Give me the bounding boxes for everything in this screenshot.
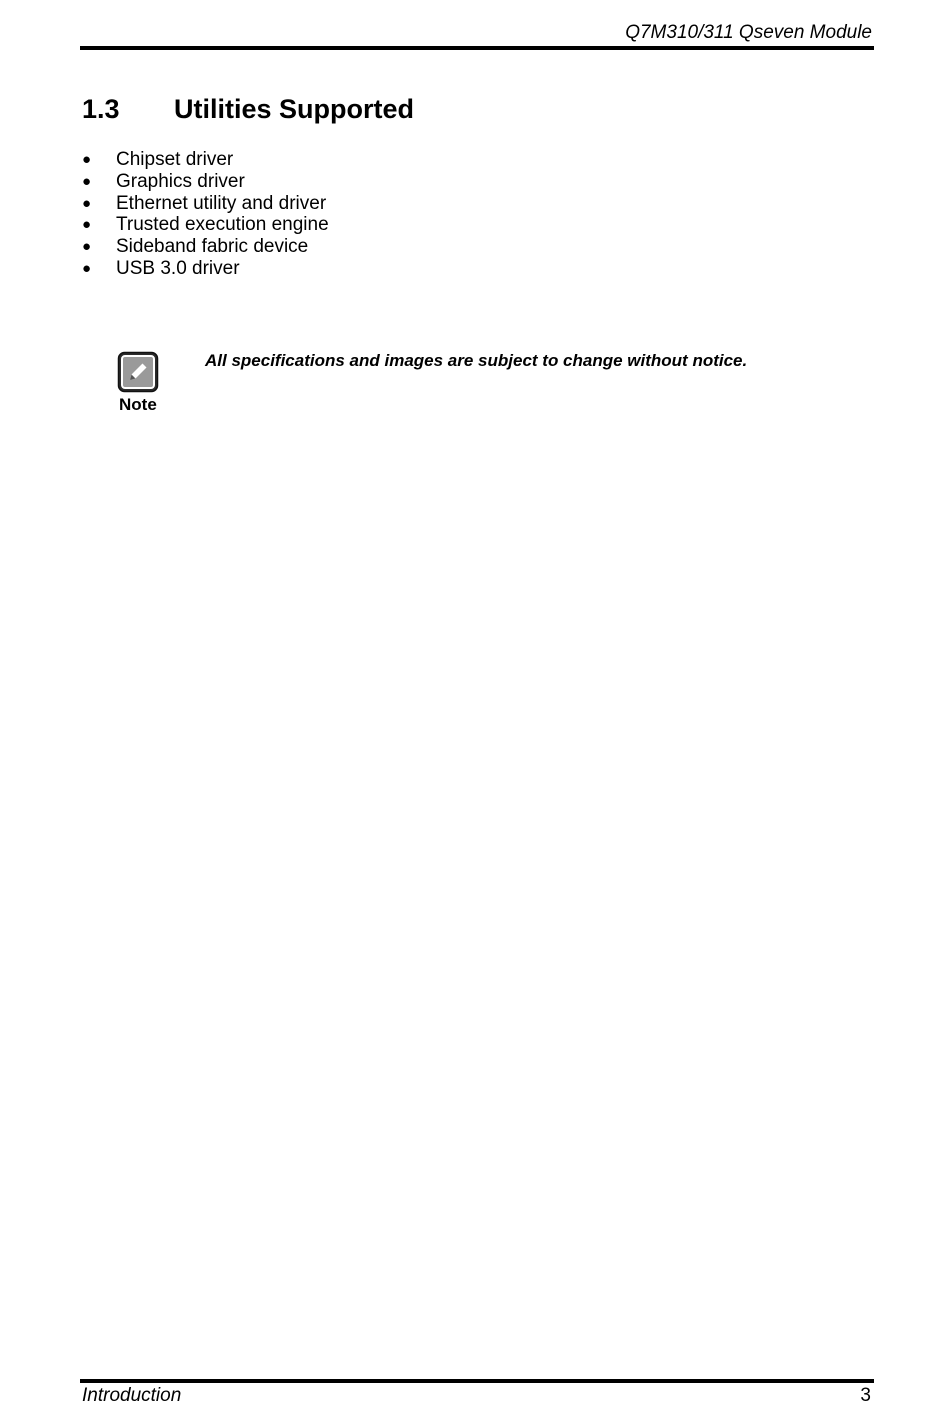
header-rule <box>80 46 874 50</box>
utilities-list <box>82 149 329 280</box>
footer-rule <box>80 1379 874 1383</box>
list-item <box>82 214 329 236</box>
list-item-text: Chipset driver <box>116 149 234 170</box>
list-item-text: Graphics driver <box>116 170 245 192</box>
footer-section-name: Introduction <box>82 1385 182 1406</box>
list-item <box>82 236 329 258</box>
list-item-text: USB 3.0 driver <box>116 257 240 279</box>
list-item <box>82 258 329 280</box>
bullet-icon: ● <box>82 151 92 168</box>
section-title: Utilities Supported <box>174 94 415 124</box>
bullet-icon: ● <box>82 172 92 190</box>
list-item <box>82 149 329 171</box>
bullet-icon: ● <box>82 259 92 277</box>
list-item-text: Trusted execution engine <box>116 214 329 236</box>
page-number: 3 <box>860 1385 871 1406</box>
list-item <box>82 193 329 215</box>
note-text: All specifications and images are subject to change without notice. <box>205 351 748 370</box>
bullet-icon: ● <box>82 216 92 234</box>
list-item <box>82 171 329 193</box>
note-label: Note <box>119 395 157 414</box>
list-item-text: Sideband fabric device <box>116 236 309 258</box>
bullet-icon: ● <box>82 238 92 256</box>
bullet-icon: ● <box>82 194 92 212</box>
note-pencil-icon <box>117 351 159 393</box>
section-heading <box>82 94 414 125</box>
running-header-title: Q7M310/311 Qseven Module <box>625 22 872 43</box>
section-number: 1.3 <box>82 94 120 124</box>
list-item-text: Ethernet utility and driver <box>116 192 327 214</box>
